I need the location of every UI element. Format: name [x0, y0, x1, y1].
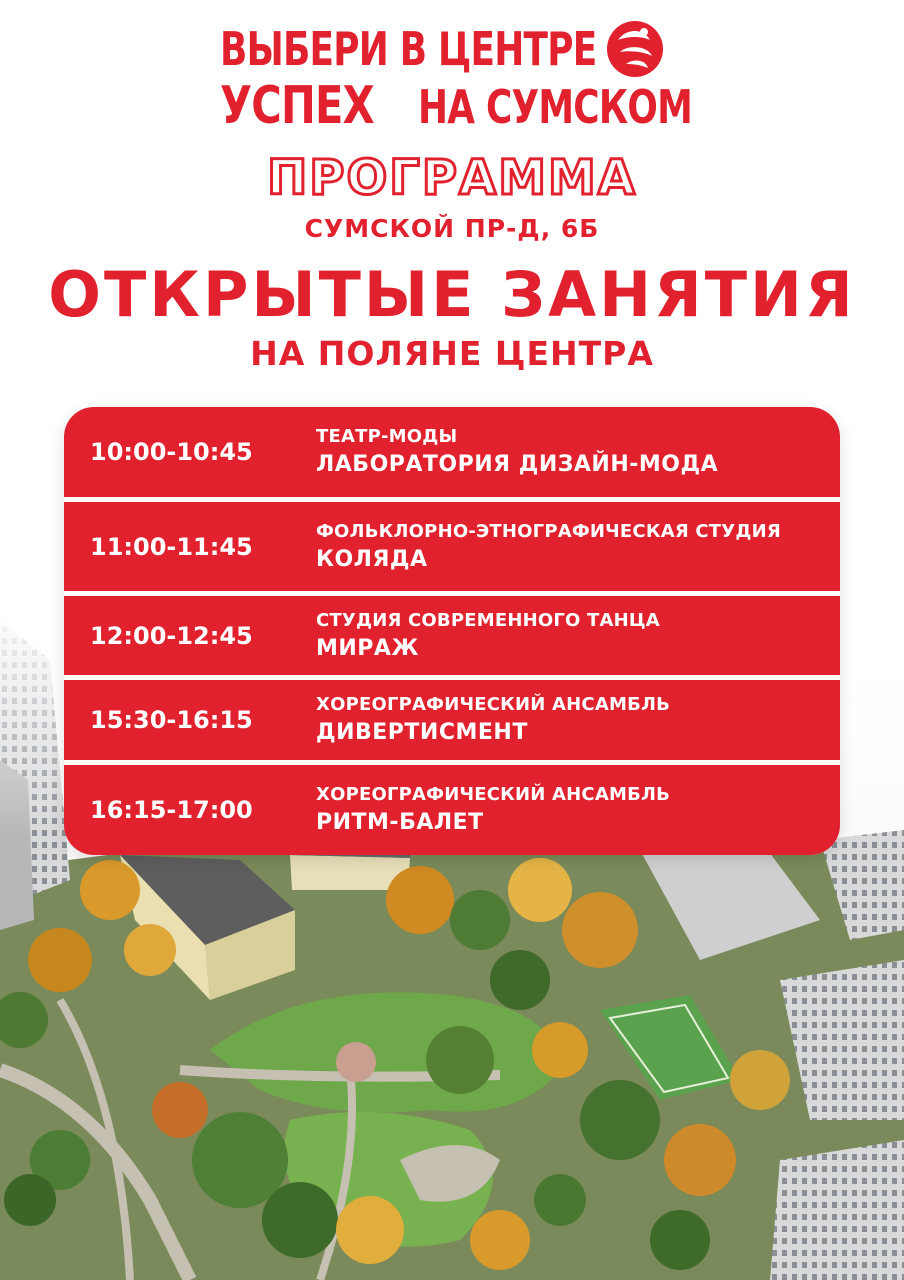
address: СУМСКОЙ ПР-Д, 6Б: [304, 214, 600, 243]
session-time: 10:00-10:45: [90, 438, 253, 466]
schedule-row: [64, 765, 840, 855]
logo-emblem-icon: [604, 18, 666, 80]
subheadline: НА ПОЛЯНЕ ЦЕНТРА: [250, 334, 654, 373]
studio-name: ЛАБОРАТОРИЯ ДИЗАЙН-МОДА: [316, 452, 719, 477]
session-time: 15:30-16:15: [90, 706, 253, 734]
studio-type: ФОЛЬКЛОРНО-ЭТНОГРАФИЧЕСКАЯ СТУДИЯ: [316, 520, 781, 542]
logo-text-line-1: ВЫБЕРИ В ЦЕНТРЕ: [220, 22, 597, 76]
studio-type: ТЕАТР-МОДЫ: [316, 426, 458, 447]
logo-text-line-2-small: НА СУМСКОМ: [418, 80, 693, 134]
program-title: ПРОГРАММА: [267, 150, 637, 206]
studio-type: ХОРЕОГРАФИЧЕСКИЙ АНСАМБЛЬ: [316, 784, 671, 805]
session-info: [316, 782, 836, 838]
logo-text-line-2-big: УСПЕХ: [220, 76, 374, 136]
studio-name: РИТМ-БАЛЕТ: [316, 810, 484, 835]
session-time: 12:00-12:45: [90, 621, 253, 650]
schedule-row: [64, 680, 840, 760]
session-time: 11:00-11:45: [90, 532, 253, 561]
schedule-table: [64, 407, 840, 855]
session-info: [316, 424, 836, 480]
logo: [218, 18, 693, 136]
studio-name: МИРАЖ: [316, 635, 419, 661]
studio-type: СТУДИЯ СОВРЕМЕННОГО ТАНЦА: [316, 609, 660, 631]
headline: ОТКРЫТЫЕ ЗАНЯТИЯ: [48, 258, 856, 331]
schedule-row: [64, 502, 840, 591]
studio-name: КОЛЯДА: [316, 546, 428, 572]
session-info: [316, 519, 836, 575]
session-time: 16:15-17:00: [90, 796, 253, 824]
session-info: [316, 692, 836, 748]
studio-name: ДИВЕРТИСМЕНТ: [316, 720, 528, 745]
schedule-row: [64, 407, 840, 497]
schedule-row: [64, 596, 840, 675]
session-info: [316, 608, 836, 664]
studio-type: ХОРЕОГРАФИЧЕСКИЙ АНСАМБЛЬ: [316, 694, 671, 715]
